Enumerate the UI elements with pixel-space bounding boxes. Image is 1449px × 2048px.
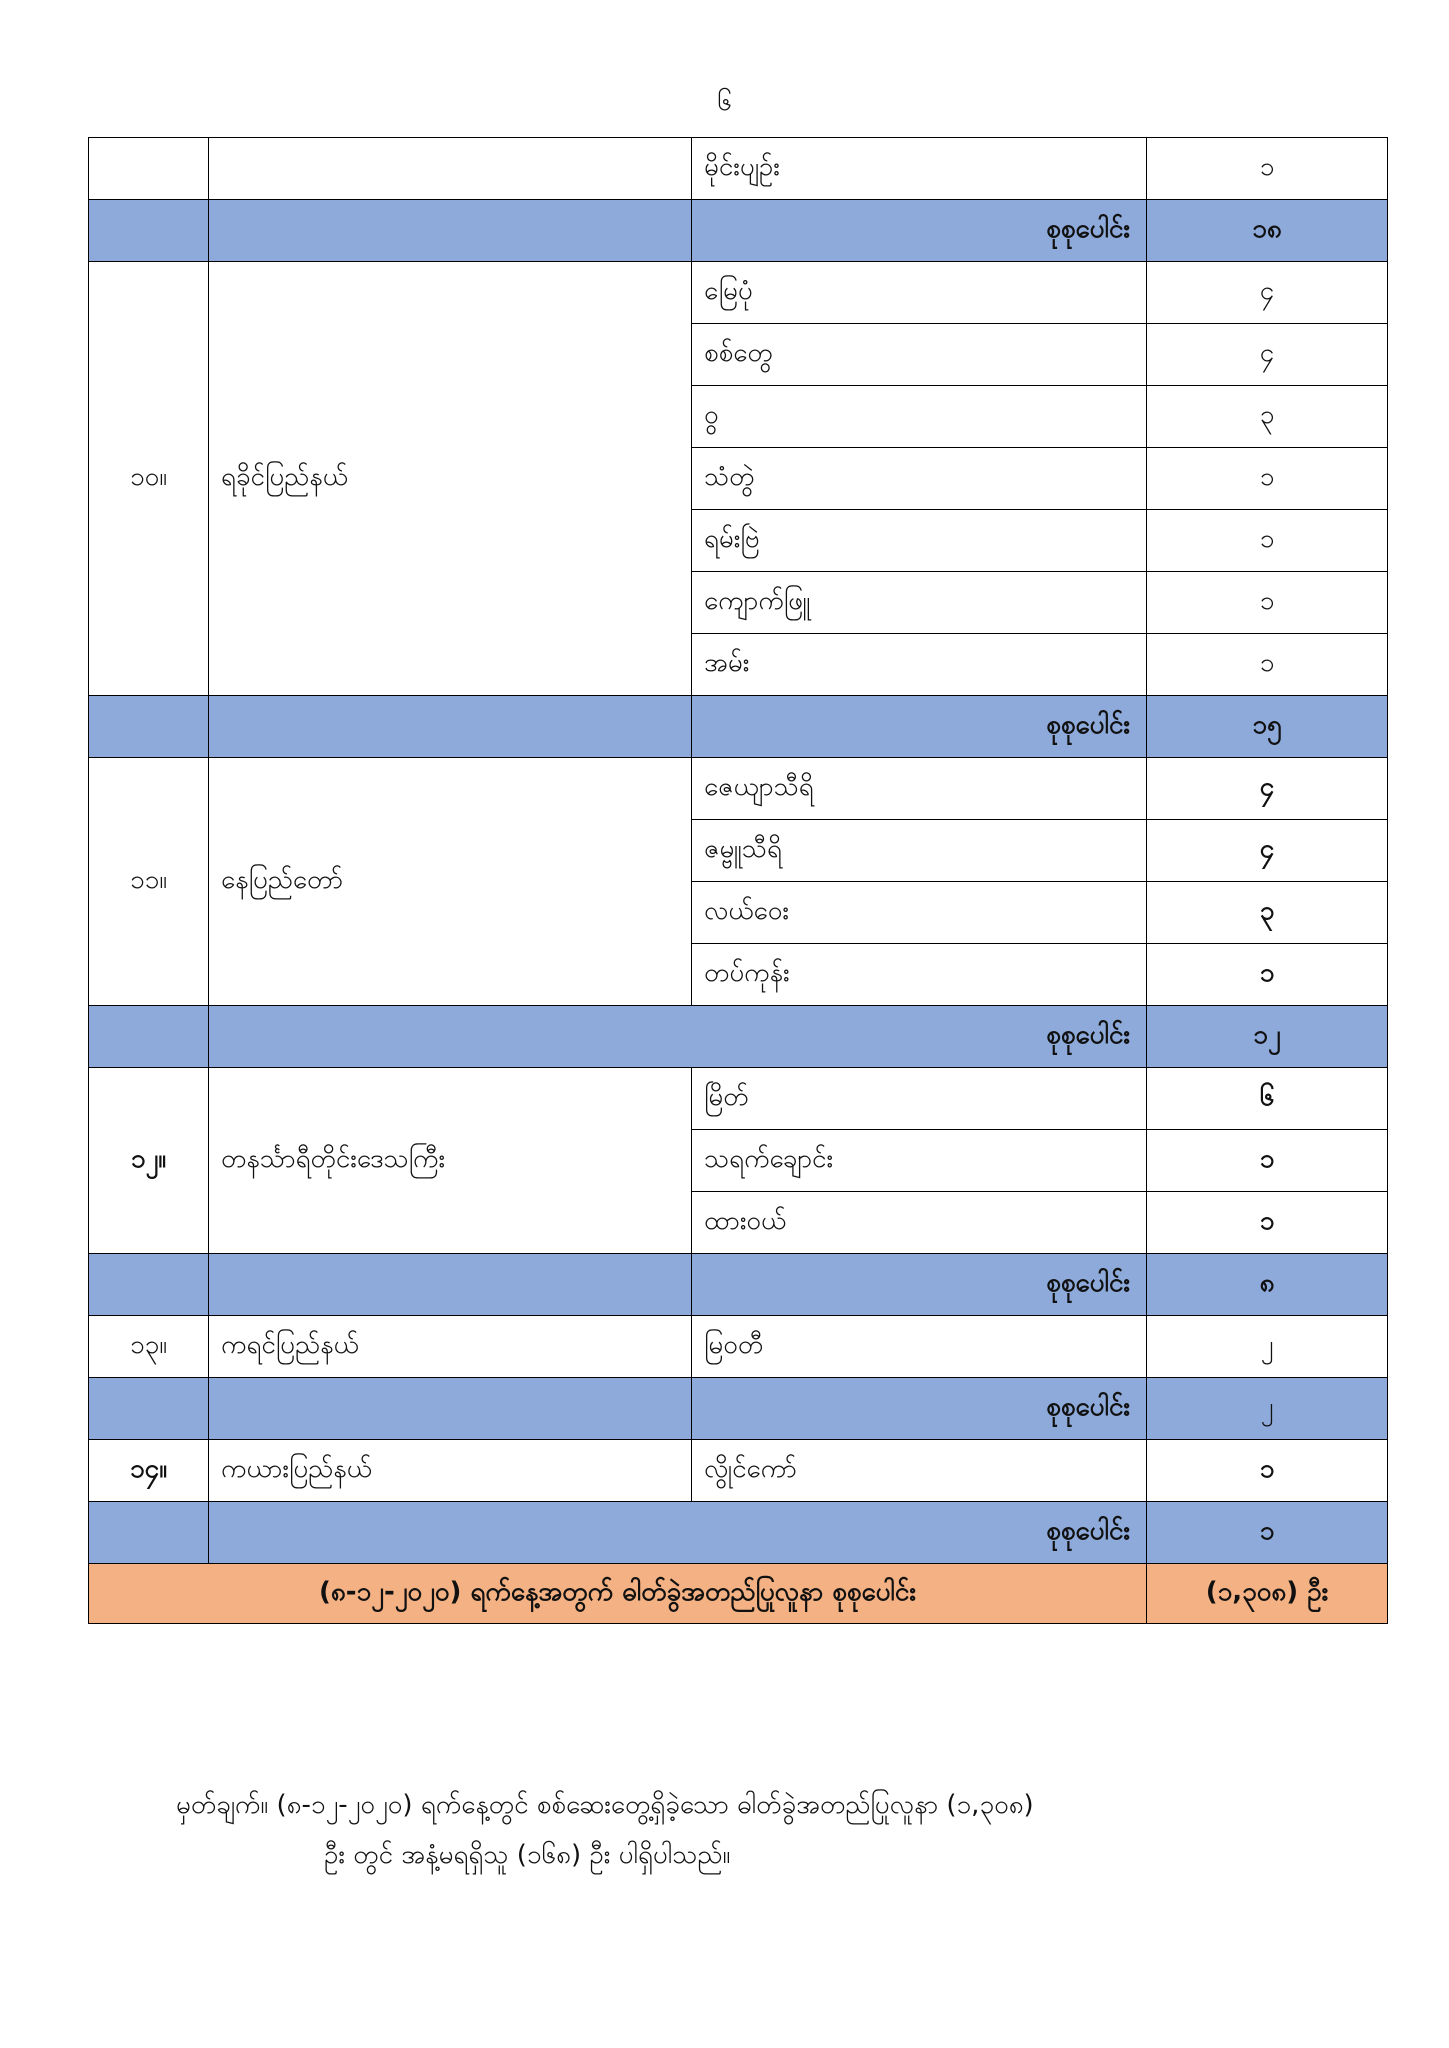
footnote bbox=[176, 1780, 1366, 1880]
subtotal-row bbox=[89, 1006, 1388, 1068]
page-number: ၆ bbox=[717, 87, 732, 117]
subtotal-label: စုစုပေါင်း bbox=[692, 200, 1147, 262]
township-cell: မြိတ် bbox=[692, 1068, 1147, 1130]
state-cell: ကရင်ပြည်နယ် bbox=[209, 1316, 692, 1378]
subtotal-row bbox=[89, 1502, 1388, 1564]
count-cell: ၁ bbox=[1147, 510, 1388, 572]
township-cell: တပ်ကုန်း bbox=[692, 944, 1147, 1006]
state-cell bbox=[209, 138, 692, 200]
row-number-cell bbox=[89, 138, 209, 200]
subtotal-row bbox=[89, 1254, 1388, 1316]
subtotal-count: ၁၅ bbox=[1147, 696, 1388, 758]
subtotal-row bbox=[89, 696, 1388, 758]
subtotal-count: ၂ bbox=[1147, 1378, 1388, 1440]
state-cell: နေပြည်တော် bbox=[209, 758, 692, 1006]
subtotal-count: ၈ bbox=[1147, 1254, 1388, 1316]
row-number-cell: ၁၁။ bbox=[89, 758, 209, 1006]
count-cell: ၆ bbox=[1147, 1068, 1388, 1130]
township-cell: ကျောက်ဖြူ bbox=[692, 572, 1147, 634]
row-number-cell: ၁၄။ bbox=[89, 1440, 209, 1502]
count-cell: ၁ bbox=[1147, 572, 1388, 634]
count-cell: ၁ bbox=[1147, 634, 1388, 696]
row-number-cell: ၁၃။ bbox=[89, 1316, 209, 1378]
count-cell: ၁ bbox=[1147, 138, 1388, 200]
grand-total-row bbox=[89, 1564, 1388, 1624]
footnote-line-1: မှတ်ချက်။ (၈-၁၂-၂၀၂၀) ရက်နေ့တွင် စစ်ဆေးတွေ့ရှိခဲ့သော ဓါတ်ခွဲအတည်ပြုလူနာ (၁,၃၀၈) bbox=[176, 1790, 1034, 1820]
subtotal-row bbox=[89, 1378, 1388, 1440]
count-cell: ၁ bbox=[1147, 1192, 1388, 1254]
table-row bbox=[89, 758, 1388, 820]
township-cell: မြဝတီ bbox=[692, 1316, 1147, 1378]
township-cell: မြေပုံ bbox=[692, 262, 1147, 324]
table-row bbox=[89, 262, 1388, 324]
table-row bbox=[89, 1068, 1388, 1130]
count-cell: ၄ bbox=[1147, 820, 1388, 882]
count-cell: ၄ bbox=[1147, 262, 1388, 324]
count-cell: ၄ bbox=[1147, 324, 1388, 386]
township-cell: မိုင်းပျဉ်း bbox=[692, 138, 1147, 200]
subtotal-label: စုစုပေါင်း bbox=[209, 1502, 1147, 1564]
township-cell: အမ်း bbox=[692, 634, 1147, 696]
township-cell: လယ်ဝေး bbox=[692, 882, 1147, 944]
subtotal-count: ၁၈ bbox=[1147, 200, 1388, 262]
township-cell: သံတွဲ bbox=[692, 448, 1147, 510]
count-cell: ၁ bbox=[1147, 1130, 1388, 1192]
row-number-cell: ၁၀။ bbox=[89, 262, 209, 696]
footnote-line-2: ဦး တွင် အနံ့မရရှိသူ (၁၆၈) ဦး ပါရှိပါသည်။ bbox=[324, 1840, 731, 1870]
state-cell: ကယားပြည်နယ် bbox=[209, 1440, 692, 1502]
count-cell: ၂ bbox=[1147, 1316, 1388, 1378]
row-number-cell: ၁၂။ bbox=[89, 1068, 209, 1254]
subtotal-label: စုစုပေါင်း bbox=[209, 1006, 1147, 1068]
township-cell: ရမ်းဗြဲ bbox=[692, 510, 1147, 572]
count-cell: ၁ bbox=[1147, 944, 1388, 1006]
subtotal-label: စုစုပေါင်း bbox=[692, 696, 1147, 758]
township-cell: စစ်တွေ bbox=[692, 324, 1147, 386]
township-cell: ဇမ္ဗူသီရိ bbox=[692, 820, 1147, 882]
subtotal-count: ၁ bbox=[1147, 1502, 1388, 1564]
table-row bbox=[89, 138, 1388, 200]
covid-cases-table bbox=[88, 137, 1388, 1624]
subtotal-label: စုစုပေါင်း bbox=[692, 1378, 1147, 1440]
township-cell: သရက်ချောင်း bbox=[692, 1130, 1147, 1192]
township-cell: ဝွ bbox=[692, 386, 1147, 448]
table-row bbox=[89, 1316, 1388, 1378]
township-cell: ထားဝယ် bbox=[692, 1192, 1147, 1254]
table-row bbox=[89, 1440, 1388, 1502]
count-cell: ၃ bbox=[1147, 882, 1388, 944]
township-cell: လွိုင်ကော် bbox=[692, 1440, 1147, 1502]
count-cell: ၃ bbox=[1147, 386, 1388, 448]
state-cell: ရခိုင်ပြည်နယ် bbox=[209, 262, 692, 696]
count-cell: ၁ bbox=[1147, 448, 1388, 510]
state-cell: တနင်္သာရီတိုင်းဒေသကြီး bbox=[209, 1068, 692, 1254]
grand-total-label: (၈-၁၂-၂၀၂၀) ရက်နေ့အတွက် ဓါတ်ခွဲအတည်ပြုလူနာ စုစုပေါင်း bbox=[89, 1564, 1147, 1624]
count-cell: ၄ bbox=[1147, 758, 1388, 820]
grand-total-value: (၁,၃၀၈) ဦး bbox=[1147, 1564, 1388, 1624]
subtotal-count: ၁၂ bbox=[1147, 1006, 1388, 1068]
subtotal-label: စုစုပေါင်း bbox=[692, 1254, 1147, 1316]
subtotal-row bbox=[89, 200, 1388, 262]
township-cell: ဇေယျာသီရိ bbox=[692, 758, 1147, 820]
count-cell: ၁ bbox=[1147, 1440, 1388, 1502]
